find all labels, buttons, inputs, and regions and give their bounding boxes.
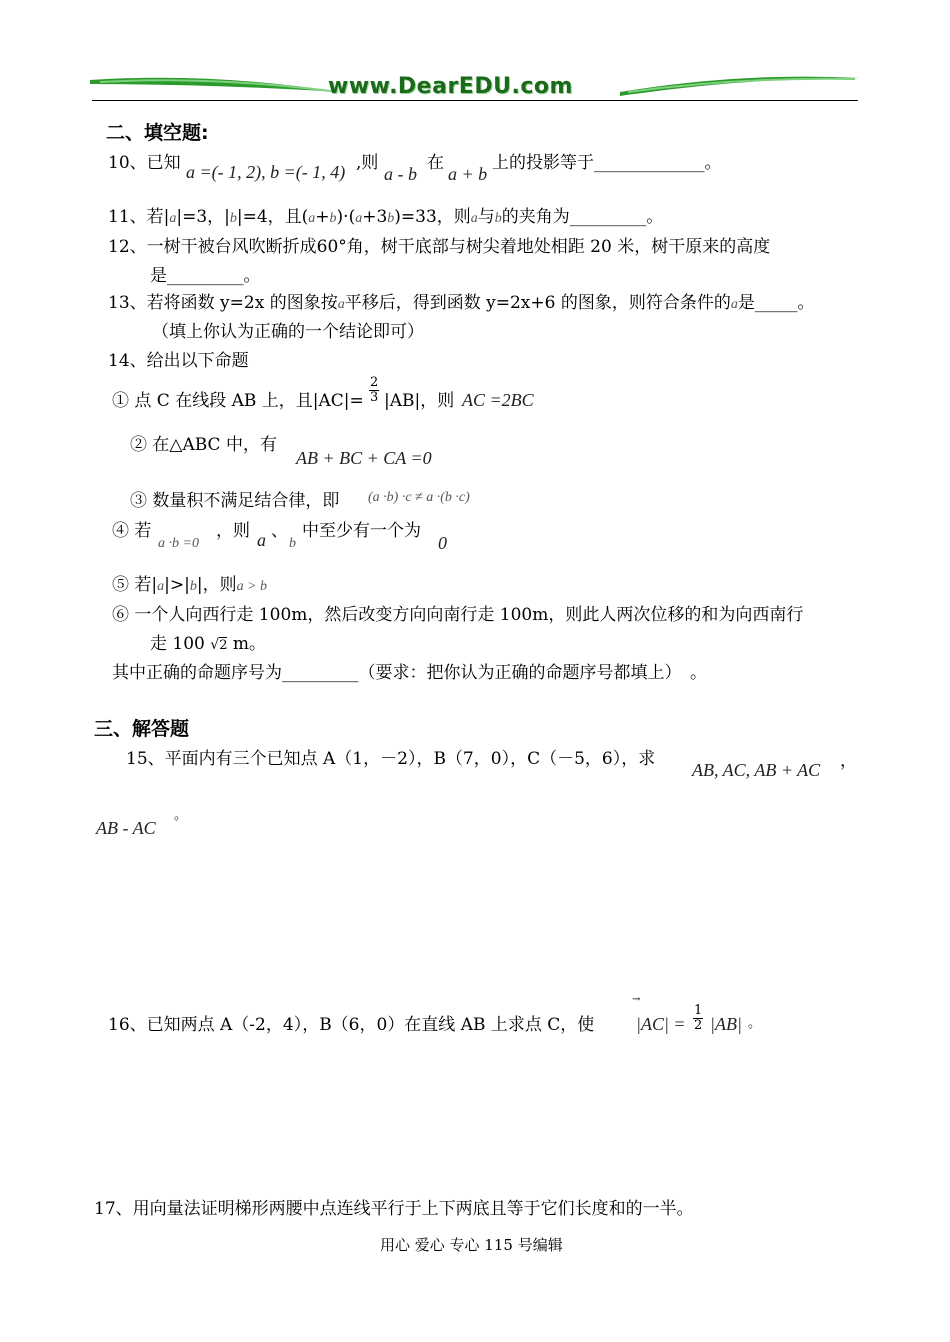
q13-text: 是_____。 <box>737 293 815 313</box>
site-logo: www.DearEDU.com <box>328 74 573 99</box>
q10-math-2: a - b <box>384 164 417 184</box>
p1-text-1: ① 点 C 在线段 AB 上，且|AC|= <box>112 391 364 411</box>
fraction-denominator: 3 <box>370 390 379 405</box>
proposition-6-line-1: ⑥ 一个人向西行走 100m，然后改变方向向南行走 100m，则此人两次位移的和为向西南行 <box>112 605 804 625</box>
q10-text-4: 上的投影等于_____________。 <box>492 153 722 173</box>
proposition-6-line-2 <box>150 629 266 654</box>
q15-text: 15、平面内有三个已知点 A（1，－2），B（7，0），C（－5，6），求 <box>126 749 656 769</box>
p5-text: ⑤ 若| <box>112 575 158 595</box>
q11-vec-b: b <box>329 211 337 226</box>
p4-math-2: a <box>257 530 266 550</box>
p4-math-1: a ·b =0 <box>158 536 199 551</box>
header-rule <box>92 100 858 101</box>
p5-math: a > b <box>236 579 268 594</box>
question-14-intro: 14、给出以下命题 <box>108 351 249 371</box>
p4-text-2: ，则 <box>216 521 250 541</box>
p4-math-4: 0 <box>438 533 447 553</box>
q10-math-1: a =(- 1, 2), b =(- 1, 4) <box>186 162 346 182</box>
section-title-fill-in: 二、填空题: <box>106 122 209 144</box>
p2-text: ② 在△ABC 中，有 <box>130 435 277 455</box>
p5-text: |>| <box>164 575 190 595</box>
q11-text: 与 <box>477 207 495 227</box>
q10-math-3: a + b <box>448 164 488 184</box>
vector-arrow: → <box>632 994 641 1005</box>
banner-swoosh-right <box>620 72 860 102</box>
q11-text: +3 <box>362 207 388 227</box>
p6-text: 走 100 <box>150 634 205 654</box>
question-12-line-2: 是_________。 <box>150 266 261 286</box>
q11-vec-a: a <box>308 211 316 226</box>
p4-text-1: ④ 若 <box>112 521 152 541</box>
q11-text: |=4，且( <box>236 207 309 227</box>
q11-text: )·( <box>336 207 356 227</box>
question-13-line-2: （填上你认为正确的一个结论即可） <box>152 322 424 342</box>
p4-text-4: 中至少有一个为 <box>302 521 421 541</box>
q11-vec-b: b <box>229 211 237 226</box>
q11-text: 的夹角为_________。 <box>501 207 664 227</box>
q11-text: |=3，| <box>176 207 230 227</box>
question-14-answer: 其中正确的命题序号为_________（要求：把你认为正确的命题序号都填上） 。 <box>112 663 707 683</box>
p2-math: AB + BC + CA =0 <box>296 448 432 468</box>
q10-text-1: 10、已知 <box>108 153 181 173</box>
q16-math-2: |AB| <box>710 1014 742 1034</box>
q15-comma: ， <box>840 751 857 771</box>
p1-text-2: |AB|，则 <box>384 391 455 411</box>
p4-math-3: b <box>289 536 296 551</box>
fraction-numerator: 2 <box>370 375 379 390</box>
q15-math-2: AB - AC <box>96 818 156 838</box>
fraction-denominator: 2 <box>694 1018 703 1033</box>
q10-text-2: ,则 <box>356 153 379 173</box>
q16-fraction <box>693 1004 703 1033</box>
p1-math: AC =2BC <box>462 390 534 410</box>
q15-math-1: AB, AC, AB + AC <box>692 760 821 780</box>
question-12-line-1: 12、一树干被台风吹断折成60°角，树干底部与树尖着地处相距 20 米，树干原来的高度 <box>108 237 771 257</box>
question-11 <box>108 202 663 227</box>
q11-vec-a: a <box>169 211 177 226</box>
fraction-numerator: 1 <box>694 1003 703 1018</box>
p3-text: ③ 数量积不满足结合律，即 <box>130 491 340 511</box>
p5-text: |，则 <box>196 575 237 595</box>
q15-end: 。 <box>174 808 188 823</box>
q11-vec-a: a <box>470 211 478 226</box>
q11-text: + <box>315 207 330 227</box>
q16-end: 。 <box>748 1016 762 1031</box>
p6-text: m。 <box>232 634 266 654</box>
p1-fraction <box>369 376 379 405</box>
q11-vec-b: b <box>387 211 395 226</box>
q11-vec-b: b <box>494 211 502 226</box>
p3-math: (a ·b) ·c ≠ a ·(b ·c) <box>368 490 470 505</box>
p5-vec-b: b <box>189 579 197 594</box>
q16-math-1: |AC| = <box>636 1014 686 1034</box>
q13-text: 平移后，得到函数 y=2x+6 的图象，则符合条件的 <box>344 293 731 313</box>
q13-text: 13、若将函数 y=2x 的图象按 <box>108 293 338 313</box>
section-title-solutions: 三、解答题 <box>94 718 190 740</box>
q11-text: )=33，则 <box>394 207 471 227</box>
proposition-5 <box>112 570 267 595</box>
q13-vec-a: a <box>337 297 345 312</box>
q11-text: 11、若| <box>108 207 170 227</box>
q16-text: 16、已知两点 A（-2，4），B（6，0）在直线 AB 上求点 C，使 <box>108 1015 595 1035</box>
sqrt-radicand: 2 <box>219 638 228 653</box>
page-footer: 用心 爱心 专心 115 号编辑 <box>380 1236 563 1254</box>
q11-vec-a: a <box>355 211 363 226</box>
p5-vec-a: a <box>157 579 165 594</box>
p4-text-3: 、 <box>271 521 288 541</box>
banner-swoosh-left <box>90 72 340 102</box>
question-17: 17、用向量法证明梯形两腰中点连线平行于上下两底且等于它们长度和的一半。 <box>94 1199 694 1219</box>
question-13 <box>108 288 814 313</box>
q13-vec-a: a <box>730 297 738 312</box>
sqrt-symbol: √ <box>210 637 220 653</box>
q10-text-3: 在 <box>427 153 444 173</box>
